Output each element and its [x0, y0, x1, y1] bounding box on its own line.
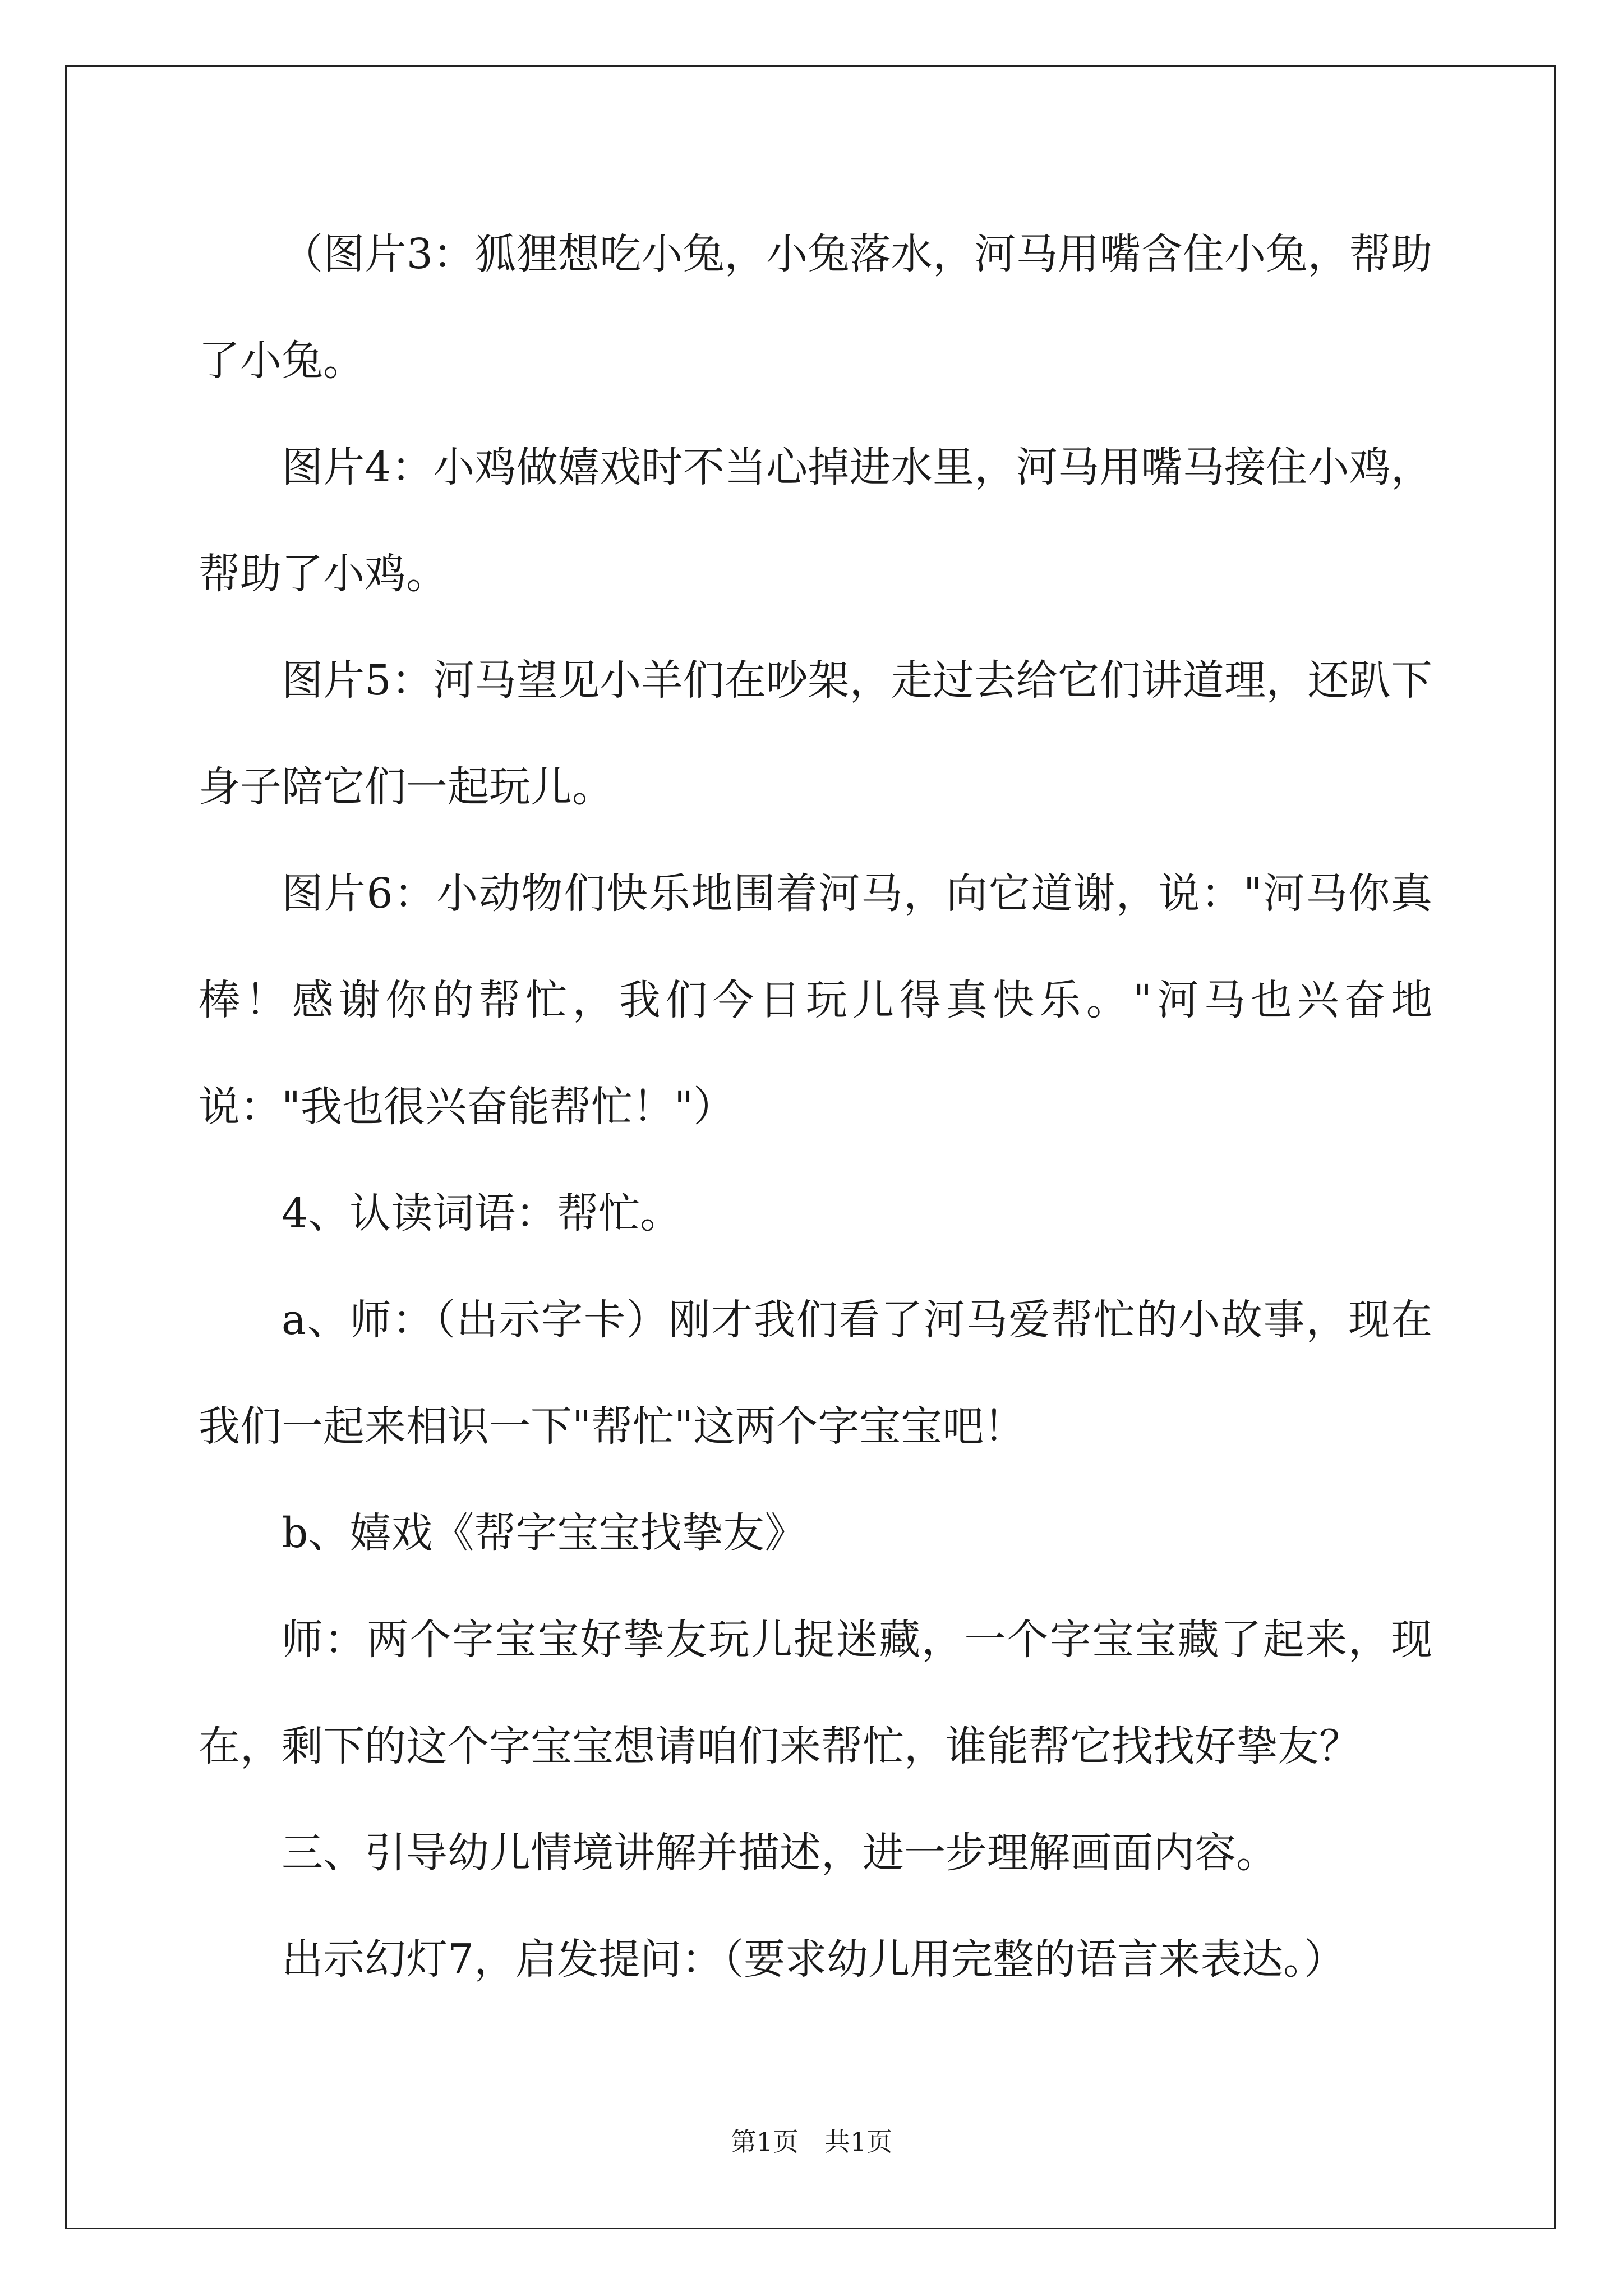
paragraph: 出示幻灯7，启发提问：（要求幼儿用完整的语言来表达。） — [282, 1935, 1346, 1984]
document-body — [199, 201, 1432, 2013]
page-footer: 第1页 共1页 — [730, 2127, 893, 2157]
paragraph: 图片4：小鸡做嬉戏时不当心掉进水里，河马用嘴马接住小鸡，帮助了小鸡。 — [199, 443, 1432, 598]
paragraph: a、师：（出示字卡）刚才我们看了河马爱帮忙的小故事，现在我们一起来相识一下"帮忙"这两个字宝宝吧！ — [199, 1296, 1432, 1451]
paragraph: 图片5：河马望见小羊们在吵架，走过去给它们讲道理，还趴下身子陪它们一起玩儿。 — [199, 656, 1432, 811]
paragraph: 师：两个字宝宝好挚友玩儿捉迷藏，一个字宝宝藏了起来，现在，剩下的这个字宝宝想请咱们来帮忙，谁能帮它找找好挚友？ — [199, 1616, 1432, 1770]
paragraph: 三、引导幼儿情境讲解并描述，进一步理解画面内容。 — [282, 1829, 1278, 1877]
paragraph: 4、认读词语：帮忙。 — [282, 1189, 682, 1237]
paragraph: b、嬉戏《帮字宝宝找挚友》 — [282, 1509, 806, 1557]
paragraph: （图片3：狐狸想吃小兔，小兔落水，河马用嘴含住小兔，帮助了小兔。 — [199, 230, 1432, 385]
paragraph: 图片6：小动物们快乐地围着河马，向它道谢，说："河马你真棒！感谢你的帮忙，我们今日玩儿得真快乐。"河马也兴奋地说："我也很兴奋能帮忙！"） — [199, 869, 1432, 1131]
